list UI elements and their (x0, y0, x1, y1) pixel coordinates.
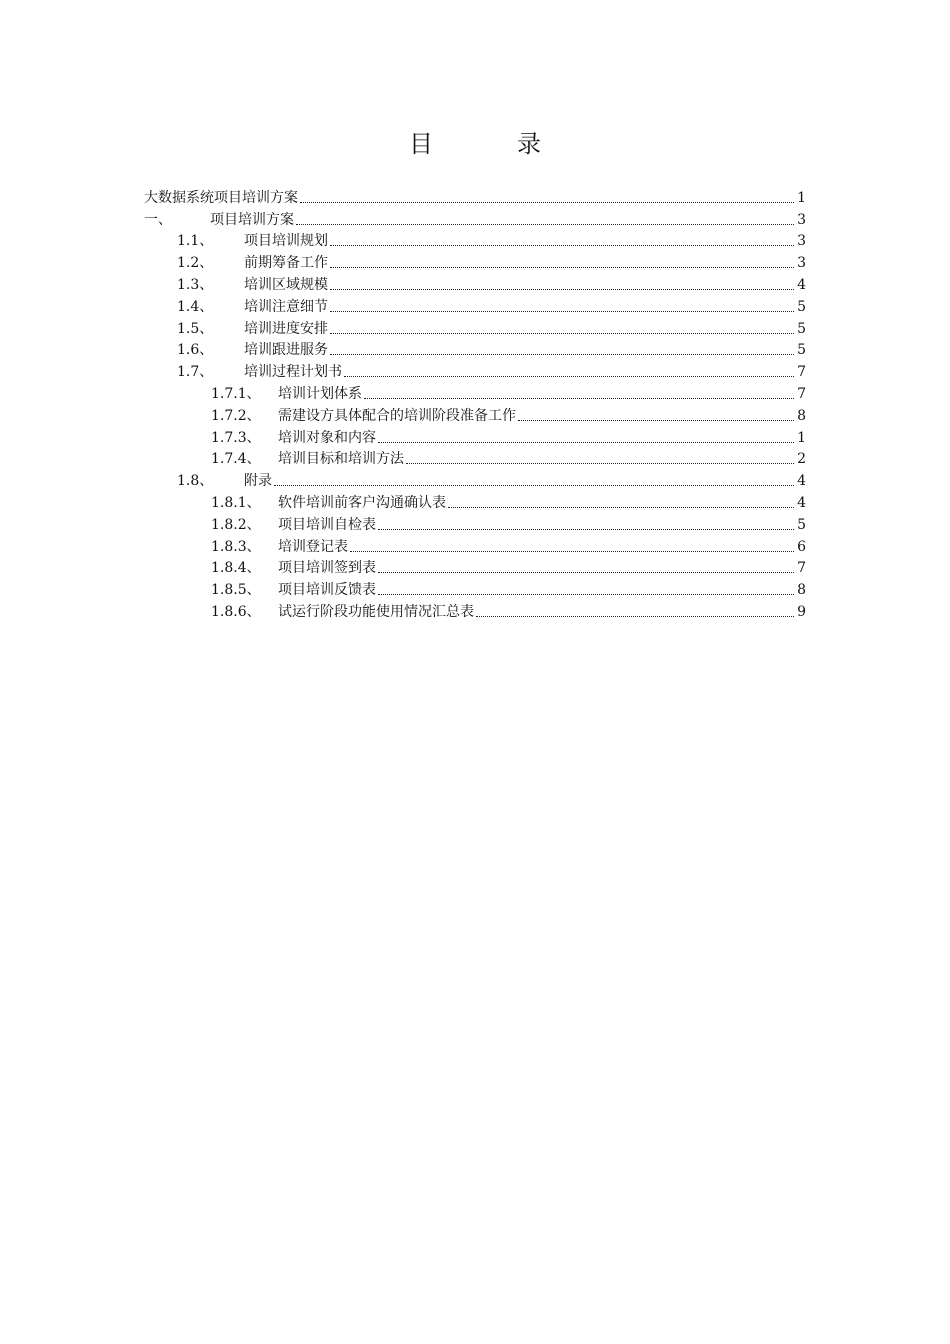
toc-entry[interactable] (144, 468, 806, 490)
toc-entry-label: 培训注意细节 (244, 298, 328, 315)
toc-entry[interactable] (144, 403, 806, 425)
toc-entry[interactable] (144, 534, 806, 556)
toc-list (144, 185, 806, 621)
toc-dot-leader (274, 485, 794, 486)
toc-dot-leader (378, 594, 794, 595)
toc-dot-leader (330, 354, 794, 355)
toc-entry-label: 试运行阶段功能使用情况汇总表 (278, 603, 474, 620)
toc-entry-label: 培训计划体系 (278, 385, 362, 402)
toc-page-number: 8 (797, 407, 806, 424)
toc-dot-leader (330, 289, 794, 290)
toc-entry[interactable] (144, 512, 806, 534)
toc-entry-label: 培训登记表 (278, 538, 348, 555)
toc-entry-label: 培训跟进服务 (244, 342, 328, 359)
toc-entry-label: 软件培训前客户沟通确认表 (278, 494, 446, 511)
toc-entry-label: 附录 (244, 473, 272, 490)
toc-entry-number: 1.7.4、 (211, 451, 261, 468)
toc-page-number: 3 (797, 211, 806, 228)
toc-page-number: 4 (797, 473, 806, 490)
toc-entry-label: 前期筹备工作 (244, 255, 328, 272)
toc-entry-number: 1.7.1、 (211, 385, 261, 402)
toc-entry-label: 培训过程计划书 (244, 364, 342, 381)
toc-page-number: 3 (797, 255, 806, 272)
toc-entry-label: 培训目标和培训方法 (278, 451, 404, 468)
toc-entry-number: 1.8.1、 (211, 494, 261, 511)
toc-entry-label: 项目培训规划 (244, 233, 328, 250)
toc-page-number: 8 (797, 582, 806, 599)
toc-entry-label: 培训区域规模 (244, 276, 328, 293)
toc-entry[interactable] (144, 229, 806, 251)
toc-page-number: 3 (797, 233, 806, 250)
toc-entry-number: 1.7.3、 (211, 429, 261, 446)
toc-entry-number: 1.1、 (177, 233, 214, 250)
toc-dot-leader (448, 507, 794, 508)
toc-dot-leader (378, 442, 794, 443)
toc-dot-leader (330, 267, 794, 268)
toc-entry-label: 大数据系统项目培训方案 (144, 189, 298, 206)
toc-entry-number: 1.2、 (177, 255, 214, 272)
toc-entry-label: 项目培训自检表 (278, 516, 376, 533)
toc-entry-label: 项目培训反馈表 (278, 582, 376, 599)
toc-entry[interactable] (144, 381, 806, 403)
toc-dot-leader (378, 529, 794, 530)
toc-entry-label: 项目培训方案 (210, 211, 294, 228)
toc-dot-leader (364, 398, 794, 399)
toc-entry[interactable] (144, 316, 806, 338)
toc-entry-number: 1.6、 (177, 342, 214, 359)
toc-title: 目 录 (409, 130, 571, 158)
toc-page-number: 7 (797, 560, 806, 577)
toc-entry[interactable] (144, 338, 806, 360)
toc-entry-number: 1.5、 (177, 320, 214, 337)
toc-entry-number: 1.8.6、 (211, 603, 261, 620)
toc-dot-leader (300, 202, 794, 203)
toc-dot-leader (350, 551, 794, 552)
toc-entry-number: 1.8.3、 (211, 538, 261, 555)
toc-dot-leader (296, 224, 794, 225)
toc-page-number: 7 (797, 364, 806, 381)
toc-entry-label: 培训进度安排 (244, 320, 328, 337)
toc-entry[interactable] (144, 490, 806, 512)
toc-entry[interactable] (144, 294, 806, 316)
toc-entry[interactable] (144, 447, 806, 469)
toc-entry[interactable] (144, 577, 806, 599)
toc-entry-label: 培训对象和内容 (278, 429, 376, 446)
toc-dot-leader (406, 463, 794, 464)
toc-page-number: 9 (797, 603, 806, 620)
toc-dot-leader (476, 616, 794, 617)
toc-page-number: 1 (797, 189, 806, 206)
toc-dot-leader (518, 420, 794, 421)
toc-entry-number: 1.8.5、 (211, 582, 261, 599)
toc-dot-leader (330, 311, 794, 312)
toc-entry[interactable] (144, 185, 806, 207)
toc-entry[interactable] (144, 556, 806, 578)
toc-page-number: 2 (797, 451, 806, 468)
toc-page-number: 5 (797, 320, 806, 337)
toc-entry-number: 一、 (144, 211, 172, 228)
toc-page-number: 4 (797, 276, 806, 293)
toc-dot-leader (378, 572, 794, 573)
toc-entry[interactable] (144, 359, 806, 381)
toc-page-number: 5 (797, 342, 806, 359)
toc-entry[interactable] (144, 207, 806, 229)
toc-page-number: 6 (797, 538, 806, 555)
toc-entry[interactable] (144, 272, 806, 294)
toc-entry-number: 1.7、 (177, 364, 214, 381)
toc-entry-number: 1.8、 (177, 473, 214, 490)
toc-dot-leader (330, 333, 794, 334)
toc-entry-number: 1.8.4、 (211, 560, 261, 577)
toc-page-number: 1 (797, 429, 806, 446)
toc-entry[interactable] (144, 250, 806, 272)
toc-page-number: 7 (797, 385, 806, 402)
toc-page-number: 4 (797, 494, 806, 511)
toc-entry[interactable] (144, 599, 806, 621)
toc-entry-label: 项目培训签到表 (278, 560, 376, 577)
toc-entry-number: 1.4、 (177, 298, 214, 315)
toc-entry[interactable] (144, 425, 806, 447)
toc-entry-number: 1.7.2、 (211, 407, 261, 424)
toc-dot-leader (330, 245, 794, 246)
toc-entry-number: 1.8.2、 (211, 516, 261, 533)
toc-page-number: 5 (797, 516, 806, 533)
toc-page-number: 5 (797, 298, 806, 315)
toc-entry-number: 1.3、 (177, 276, 214, 293)
toc-entry-label: 需建设方具体配合的培训阶段准备工作 (278, 407, 516, 424)
toc-dot-leader (344, 376, 794, 377)
